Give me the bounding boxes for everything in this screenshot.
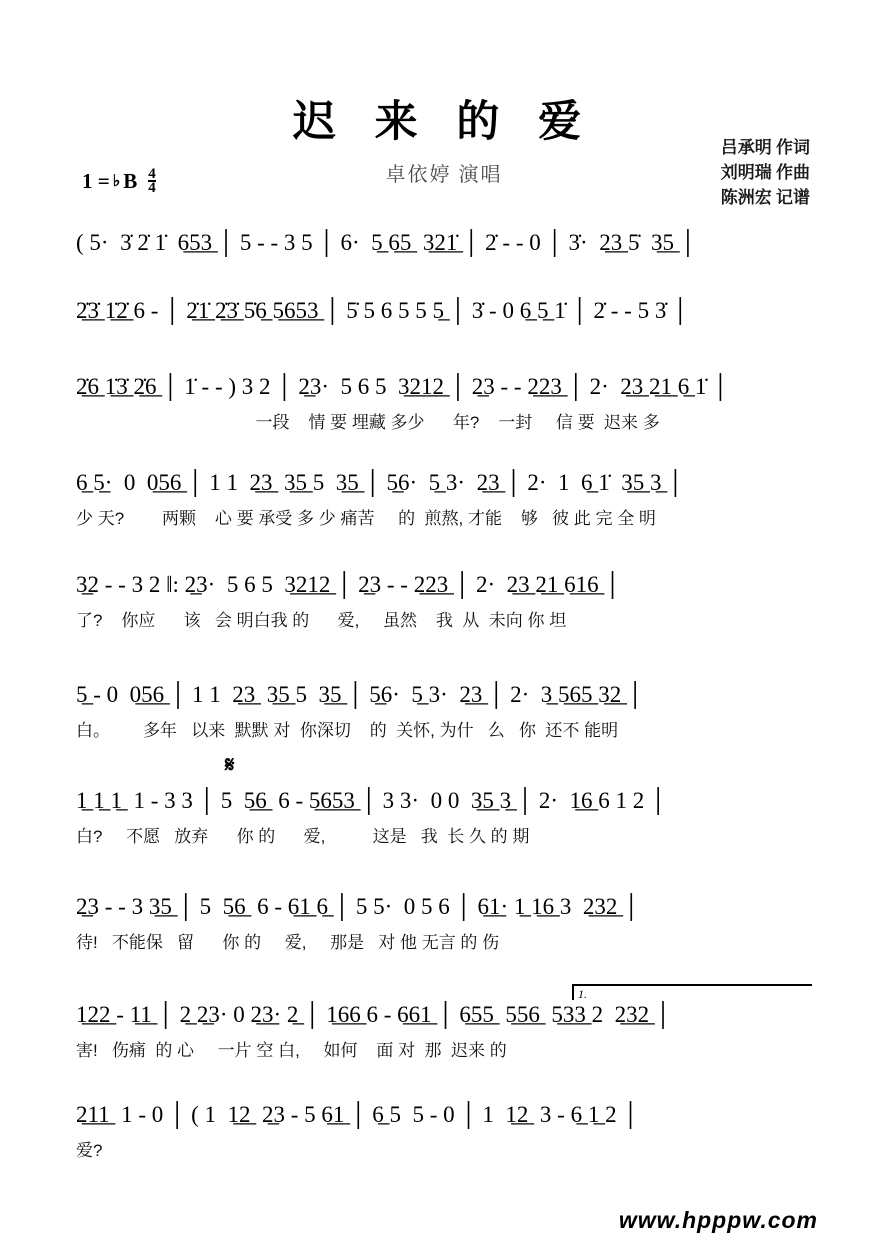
lyrics-line: 待! 不能保 留 你 的 爱, 那是 对 他 无言 的 伤: [76, 933, 500, 952]
music-system-7: [76, 786, 812, 847]
lyrics-line: 爱?: [76, 1141, 103, 1160]
notation-line: 2̲̇3̲̇ 1̲̇2̲̇ 6 - │ 2̲̇1̲̇ 2̲̇3̲̇ 5̇̇6̲ 5̲6̲5̲3̲ │ 5̇ 5 6 5 5 5̲ │ 3̇ - 0 6̲ 5̲ 1̇ │ 2̇ - - 5 3̇ │: [76, 298, 689, 323]
notation-line: 6̲ 5̲· 0 0̲5̲6̲ │ 1 1 2̲3̲ 3̲5̲ 5 3̲5̲ │ 5̲6· 5̲ 3· 2̲3̲ │ 2· 1 6̲ 1̇ 3̲5̲ 3̲ │: [76, 470, 684, 495]
lyrics-line: 白。 多年 以来 默默 对 你深切 的 关怀, 为什 么 你 还不 能明: [76, 721, 619, 740]
music-system-2: [76, 296, 812, 332]
music-system-8: [76, 892, 812, 953]
key-letter: B: [123, 168, 138, 193]
music-system-10: [76, 1100, 812, 1161]
lyrics-line: 白? 不愿 放弃 你 的 爱, 这是 我 长 久 的 期: [76, 827, 530, 846]
notation-line: 1̲2̲2̲ - 1̲1̲ │ 2̲ 2̲3· 0 2̲3̲· 2̲ │ 1̲6̲6̲ 6 - 6̲6̲1̲ │ 6̲5̲5̲ 5̲5̲6̲ 5̲3̲3̲ 2 2̲3̲2̲ │: [76, 1002, 672, 1027]
music-system-4: [76, 468, 812, 529]
credits-block: [721, 135, 810, 210]
flat-icon: ♭: [112, 173, 121, 190]
performer-subtitle: 卓依婷 演唱: [385, 164, 503, 186]
music-system-1: [76, 228, 812, 264]
notation-line: 5̲ - 0 0̲5̲6̲ │ 1 1 2̲3̲ 3̲5̲ 5 3̲5̲ │ 5̲6· 5̲ 3· 2̲3̲ │ 2· 3̲ 5̲6̲5̲ 3̲2̲ │: [76, 682, 644, 707]
music-system-6: [76, 680, 812, 741]
first-ending-label: 1.: [578, 987, 587, 1001]
notation-line: 2̲3 - - 3 3̲5̲ │ 5 5̲6̲ 6 - 6̲1̲ 6̲ │ 5 5· 0 5 6 │ 6̲1̲· 1̲ 1̲6̲ 3 2̲3̲2̲ │: [76, 894, 640, 919]
credit-transcriber: 陈洲宏 记谱: [720, 188, 810, 207]
lyrics-line: 害! 伤痛 的 心 一片 空 白, 如何 面 对 那 迟来 的: [76, 1041, 507, 1060]
notation-line: 2̲1̲1̲ 1 - 0 │ ( 1 1̲2̲ 2̲3 - 5 6̲1̲ │ 6̲ 5 5 - 0 │ 1 1̲2̲ 3 - 6̲ 1̲ 2 │: [76, 1102, 639, 1127]
notation-line: ( 5· 3̇ 2̇ 1̇ 6̲5̲3̲ │ 5 - - 3 5 │ 6· 5̲ 6̲5̲ 3̲2̲1̲̇ │ 2̇ - - 0 │ 3̇· 2̲3̲ 5̇ 3̲5̲ │: [76, 230, 697, 255]
credit-composer: 刘明瑞 作曲: [720, 163, 810, 182]
time-signature-denominator: 4: [148, 180, 156, 196]
page-title: 迟 来 的 爱: [292, 99, 596, 146]
credit-lyricist: 吕承明 作词: [720, 138, 810, 157]
notation-line: 1̲ 1̲ 1̲ 1 - 3 3 │ 5 5̲6̲ 6 - 5̲6̲5̲3̲ │ 3 3· 0 0 3̲5̲ 3̲ │ 2· 1̲6̲ 6 1 2 │: [76, 788, 667, 813]
notation-line: 3̲2 - - 3 2 ‖: 2̲3· 5 6 5 3̲2̲1̲2̲ │ 2̲3 - - 2̲2̲3̲ │ 2· 2̲3̲ 2̲1̲ 6̲1̲6̲ │: [76, 572, 621, 597]
music-system-5: [76, 570, 812, 631]
key-label: 1 =: [82, 168, 110, 193]
watermark-url: www.hpppw.com: [618, 1207, 818, 1233]
key-and-time-signature: [82, 168, 156, 194]
lyrics-line: 了? 你应 该 会 明白我 的 爱, 虽然 我 从 未向 你 坦: [76, 611, 567, 630]
time-signature: [148, 168, 156, 194]
lyrics-line: 一段 情 要 埋藏 多少 年? 一封 信 要 迟来 多: [76, 413, 660, 432]
notation-line: 2̲̇6̲ 1̲̇3̲̇ 2̲̇6̲ │ 1̇ - - ) 3 2 │ 2̲3· 5 6 5 3̲2̲1̲2̲ │ 2̲3 - - 2̲2̲3̲ │ 2· 2̲3̲ 2̲1̲ 6̲ 1̇ │: [76, 374, 729, 399]
segno-icon: 𝄋: [225, 752, 235, 777]
first-ending-bracket: [572, 984, 812, 1000]
time-signature-numerator: 4: [148, 166, 156, 182]
music-system-3: [76, 372, 812, 433]
lyrics-line: 少 天? 两颗 心 要 承受 多 少 痛苦 的 煎熬, 才能 够 彼 此 完 全 明: [76, 509, 656, 528]
music-system-9: [76, 1000, 812, 1061]
